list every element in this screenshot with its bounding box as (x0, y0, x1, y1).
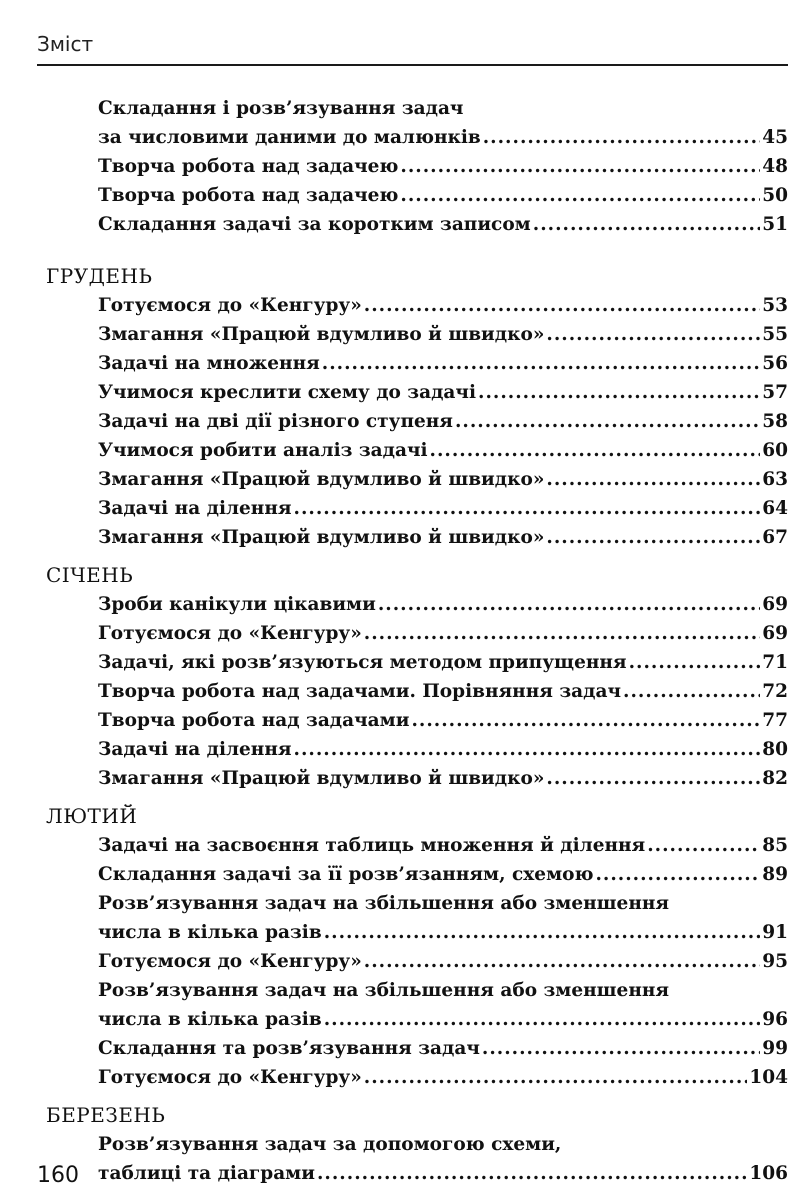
entry-title: Змагання «Працюй вдумливо й швидко» (98, 469, 545, 490)
toc-entry (98, 152, 788, 181)
dot-leader (430, 436, 761, 465)
dot-leader (623, 677, 760, 706)
entry-row (98, 1005, 788, 1034)
entry-title: Готуємося до «Кенгуру» (98, 295, 362, 316)
entry-title: Задачі, які розв’язуються методом припущення (98, 652, 627, 673)
entry-row (98, 918, 788, 947)
toc-entry (98, 349, 788, 378)
entry-title: Задачі на множення (98, 353, 320, 374)
entry-title: числа в кілька разів (98, 1009, 322, 1030)
toc-entry (98, 947, 788, 976)
toc-entry (98, 1130, 788, 1188)
entry-row (98, 465, 788, 494)
entry-page-number: 96 (762, 1009, 788, 1030)
entry-title: числа в кілька разів (98, 922, 322, 943)
entry-row (98, 706, 788, 735)
entry-row (98, 349, 788, 378)
entry-row (98, 1159, 788, 1188)
table-of-contents (46, 94, 788, 1196)
entry-row (98, 123, 788, 152)
toc-entry (98, 436, 788, 465)
dot-leader (546, 320, 760, 349)
entry-title: за числовими даними до малюнків (98, 127, 481, 148)
entry-page-number: 77 (762, 710, 788, 731)
dot-leader (595, 860, 760, 889)
entry-title: Змагання «Працюй вдумливо й швидко» (98, 768, 545, 789)
entry-page-number: 99 (762, 1038, 788, 1059)
entry-title: Складання та розв’язування задач (98, 1038, 480, 1059)
entry-page-number: 56 (762, 353, 788, 374)
section-title: ГРУДЕНЬ (46, 264, 153, 288)
entry-row (98, 181, 788, 210)
dot-leader (294, 735, 761, 764)
dot-leader (482, 1034, 760, 1063)
entry-page-number: 89 (762, 864, 788, 885)
dot-leader (546, 465, 760, 494)
dot-leader (378, 590, 760, 619)
entry-row (98, 407, 788, 436)
entry-page-number: 45 (762, 127, 788, 148)
entry-title: Змагання «Працюй вдумливо й швидко» (98, 324, 545, 345)
entry-title: Задачі на засвоєння таблиць множення й ділення (98, 835, 646, 856)
entry-row (98, 378, 788, 407)
entry-row (98, 947, 788, 976)
entry-page-number: 58 (762, 411, 788, 432)
entry-title: Учимося креслити схему до задачі (98, 382, 476, 403)
dot-leader (478, 378, 760, 407)
dot-leader (324, 918, 761, 947)
entry-title: Задачі на ділення (98, 739, 292, 760)
entry-row (98, 1063, 788, 1092)
toc-entry (98, 735, 788, 764)
toc-section (46, 801, 788, 1092)
section-title: ЛЮТИЙ (46, 804, 138, 828)
entry-page-number: 64 (762, 498, 788, 519)
entry-row (98, 735, 788, 764)
entry-title: Творча робота над задачею (98, 156, 399, 177)
entry-title: Задачі на ділення (98, 498, 292, 519)
entry-page-number: 80 (762, 739, 788, 760)
toc-entry (98, 523, 788, 552)
toc-entry (98, 648, 788, 677)
toc-entry (98, 94, 788, 152)
toc-entry (98, 465, 788, 494)
entry-title: Творча робота над задачами. Порівняння задач (98, 681, 621, 702)
entry-title-line: Розв’язування задач на збільшення або зменшення (98, 893, 670, 914)
entry-page-number: 71 (762, 652, 788, 673)
entry-page-number: 95 (762, 951, 788, 972)
toc-section (46, 94, 788, 239)
entry-row (98, 523, 788, 552)
entry-row (98, 590, 788, 619)
entry-page-number: 67 (762, 527, 788, 548)
toc-entry (98, 706, 788, 735)
section-title: СІЧЕНЬ (46, 563, 134, 587)
entry-title: Творча робота над задачами (98, 710, 410, 731)
entry-row (98, 494, 788, 523)
entry-row (98, 152, 788, 181)
section-title: БЕРЕЗЕНЬ (46, 1103, 166, 1127)
entry-title: Змагання «Працюй вдумливо й швидко» (98, 527, 545, 548)
entry-row (98, 210, 788, 239)
entry-title: Готуємося до «Кенгуру» (98, 1067, 362, 1088)
entry-title: Готуємося до «Кенгуру» (98, 623, 362, 644)
dot-leader (364, 1063, 748, 1092)
entry-row (98, 619, 788, 648)
toc-entry (98, 590, 788, 619)
entry-page-number: 60 (762, 440, 788, 461)
entry-row (98, 764, 788, 793)
entry-page-number: 104 (749, 1067, 788, 1088)
toc-entry (98, 320, 788, 349)
toc-entry (98, 889, 788, 947)
entry-title: таблиці та діаграми (98, 1163, 315, 1184)
dot-leader (322, 349, 760, 378)
entry-row (98, 436, 788, 465)
toc-entry (98, 976, 788, 1034)
dot-leader (364, 947, 760, 976)
entry-page-number: 55 (762, 324, 788, 345)
toc-entry (98, 619, 788, 648)
entry-page-number: 72 (762, 681, 788, 702)
entry-row (98, 860, 788, 889)
entry-page-number: 85 (762, 835, 788, 856)
entry-row (98, 648, 788, 677)
dot-leader (411, 706, 760, 735)
dot-leader (400, 152, 760, 181)
entry-title: Зроби канікули цікавими (98, 594, 376, 615)
dot-leader (400, 181, 760, 210)
entry-title-line: Розв’язування задач на збільшення або зменшення (98, 980, 670, 1001)
toc-entry (98, 210, 788, 239)
dot-leader (546, 764, 760, 793)
entry-title: Складання задачі за коротким записом (98, 214, 531, 235)
entry-row (98, 677, 788, 706)
dot-leader (546, 523, 760, 552)
entry-page-number: 63 (762, 469, 788, 490)
toc-section (46, 261, 788, 552)
dot-leader (647, 831, 760, 860)
dot-leader (294, 494, 761, 523)
toc-entry (98, 1034, 788, 1063)
entry-page-number: 82 (762, 768, 788, 789)
entry-page-number: 51 (762, 214, 788, 235)
dot-leader (629, 648, 761, 677)
entry-title: Творча робота над задачею (98, 185, 399, 206)
toc-entry (98, 378, 788, 407)
entry-title-line: Розв’язування задач за допомогою схеми, (98, 1134, 562, 1155)
entry-title: Складання задачі за її розв’язанням, схемою (98, 864, 594, 885)
entry-page-number: 50 (762, 185, 788, 206)
toc-entry (98, 677, 788, 706)
dot-leader (533, 210, 761, 239)
dot-leader (483, 123, 761, 152)
toc-entry (98, 1063, 788, 1092)
entry-page-number: 69 (762, 623, 788, 644)
entry-title-line: Складання і розв’язування задач (98, 98, 464, 119)
toc-section (46, 1100, 788, 1188)
dot-leader (455, 407, 760, 436)
entry-page-number: 57 (762, 382, 788, 403)
toc-section (46, 560, 788, 793)
entry-page-number: 48 (762, 156, 788, 177)
entry-title: Готуємося до «Кенгуру» (98, 951, 362, 972)
entry-page-number: 69 (762, 594, 788, 615)
toc-entry (98, 764, 788, 793)
dot-leader (324, 1005, 761, 1034)
entry-row (98, 291, 788, 320)
entry-page-number: 91 (762, 922, 788, 943)
entry-row (98, 1034, 788, 1063)
dot-leader (364, 291, 760, 320)
toc-entry (98, 407, 788, 436)
entry-page-number: 106 (749, 1163, 788, 1184)
entry-row (98, 831, 788, 860)
toc-entry (98, 181, 788, 210)
toc-entry (98, 831, 788, 860)
entry-row (98, 320, 788, 349)
toc-entry (98, 494, 788, 523)
entry-title: Задачі на дві дії різного ступеня (98, 411, 453, 432)
running-header: Зміст (37, 32, 94, 56)
entry-page-number: 53 (762, 295, 788, 316)
entry-title: Учимося робити аналіз задачі (98, 440, 428, 461)
dot-leader (317, 1159, 747, 1188)
dot-leader (364, 619, 760, 648)
header-rule (37, 64, 788, 66)
toc-entry (98, 860, 788, 889)
toc-entry (98, 291, 788, 320)
page-number: 160 (37, 1163, 79, 1188)
